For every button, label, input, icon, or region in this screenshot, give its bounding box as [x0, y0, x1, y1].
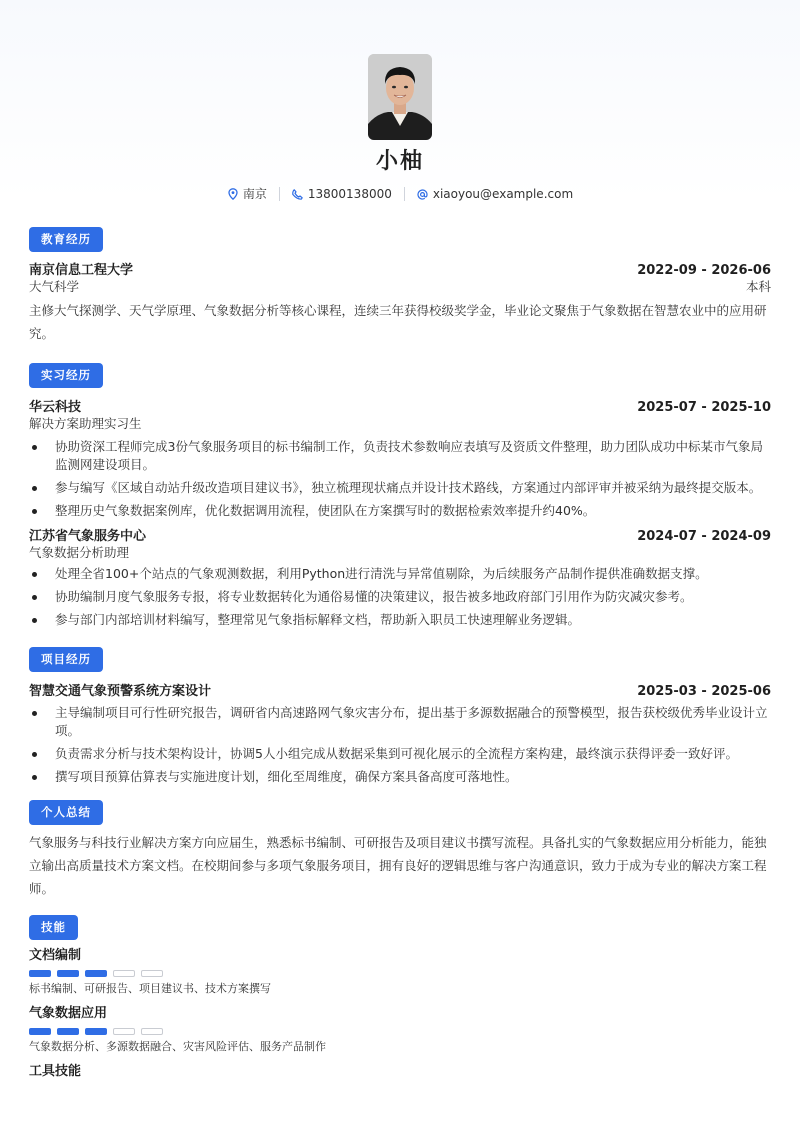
project-item — [29, 683, 771, 786]
skill-segment-filled — [85, 970, 107, 977]
list-item: 撰写项目预算估算表与实施进度计划，细化至周维度，确保方案具备高度可落地性。 — [29, 768, 771, 786]
education-header — [29, 262, 771, 279]
list-item: 协助资深工程师完成3份气象服务项目的标书编制工作，负责技术参数响应表填写及资质文件整理，助力团队成功中标某市气象局监测网建设项目。 — [29, 438, 771, 474]
project-bullets — [29, 704, 771, 786]
skill-segment-filled — [29, 1028, 51, 1035]
skill-name: 文档编制 — [29, 948, 82, 963]
section-title-skills: 技能 — [29, 915, 78, 940]
contact-location — [227, 186, 267, 202]
education-sub — [29, 279, 771, 295]
major: 大气科学 — [29, 279, 80, 294]
avatar-photo — [368, 54, 432, 140]
summary-text: 气象服务与科技行业解决方案方向应届生，熟悉标书编制、可研报告及项目建议书撰写流程。具备扎实的气象数据应用分析能力，能独立输出高质量技术方案文档。在校期间参与多项气象服务项目，拥有良好的逻辑思维与客户沟通意识，致力于成为专业的解决方案工程师。 — [29, 835, 767, 896]
list-item: 负责需求分析与技术架构设计，协调5人小组完成从数据采集到可视化展示的全流程方案构建，最终演示获得评委一致好评。 — [29, 745, 771, 763]
list-item: 整理历史气象数据案例库，优化数据调用流程，使团队在方案撰写时的数据检索效率提升约40%。 — [29, 502, 771, 520]
list-item: 协助编制月度气象服务专报，将专业数据转化为通俗易懂的决策建议，报告被多地政府部门引用作为防灾减灾参考。 — [29, 588, 771, 606]
skill-item — [29, 1005, 771, 1054]
section-title-summary: 个人总结 — [29, 800, 103, 825]
section-title-education: 教育经历 — [29, 227, 103, 252]
contact-email[interactable] — [417, 186, 573, 202]
skill-name: 气象数据应用 — [29, 1006, 108, 1021]
project-section — [29, 647, 771, 786]
resume-header — [29, 0, 771, 202]
company-name: 江苏省气象服务中心 — [29, 529, 147, 544]
skill-segment-filled — [57, 1028, 79, 1035]
education-description: 主修大气探测学、天气学原理、气象数据分析等核心课程，连续三年获得校级奖学金，毕业论文聚焦于气象数据在智慧农业中的应用研究。 — [29, 303, 767, 341]
skill-level-bar — [29, 970, 771, 977]
skill-description: 标书编制、可研报告、项目建议书、技术方案撰写 — [29, 982, 271, 995]
skill-name: 工具技能 — [29, 1064, 82, 1079]
section-title-project: 项目经历 — [29, 647, 103, 672]
phone-icon — [292, 188, 304, 200]
company-name: 华云科技 — [29, 400, 82, 415]
project-name: 智慧交通气象预警系统方案设计 — [29, 684, 212, 699]
skills-section — [29, 915, 771, 1080]
internship-bullets — [29, 565, 771, 629]
contact-info — [227, 186, 573, 202]
map-pin-icon — [227, 188, 239, 200]
internship-period: 2025-07 - 2025-10 — [637, 400, 771, 415]
avatar — [368, 54, 432, 140]
contact-divider — [279, 187, 280, 201]
internship-item — [29, 528, 771, 629]
internship-header — [29, 399, 771, 416]
skill-item — [29, 1063, 771, 1080]
skill-segment-filled — [57, 970, 79, 977]
skill-segment-empty — [141, 970, 163, 977]
list-item: 参与编写《区域自动站升级改造项目建议书》，独立梳理现状痛点并设计技术路线，方案通过内部评审并被采纳为最终提交版本。 — [29, 479, 771, 497]
skill-segment-empty — [141, 1028, 163, 1035]
internship-section — [29, 363, 771, 629]
phone-text: 13800138000 — [307, 187, 392, 201]
skill-segment-empty — [113, 1028, 135, 1035]
education-section — [29, 227, 771, 345]
skill-description: 气象数据分析、多源数据融合、灾害风险评估、服务产品制作 — [29, 1040, 326, 1053]
skill-level-bar — [29, 1028, 771, 1035]
internship-header — [29, 528, 771, 545]
summary-section — [29, 800, 771, 900]
project-period: 2025-03 - 2025-06 — [637, 684, 771, 699]
contact-phone[interactable] — [292, 186, 392, 202]
internship-item — [29, 399, 771, 520]
location-text: 南京 — [242, 187, 267, 201]
section-title-internship: 实习经历 — [29, 363, 103, 388]
school-name: 南京信息工程大学 — [29, 263, 134, 278]
skill-item — [29, 947, 771, 996]
candidate-name: 小柚 — [375, 149, 424, 174]
at-icon — [417, 188, 429, 200]
education-period: 2022-09 - 2026-06 — [637, 263, 771, 278]
internship-bullets — [29, 438, 771, 520]
job-role: 解决方案助理实习生 — [29, 416, 142, 431]
skill-segment-filled — [85, 1028, 107, 1035]
degree: 本科 — [745, 279, 771, 294]
project-header — [29, 683, 771, 700]
job-role: 气象数据分析助理 — [29, 545, 130, 560]
skill-segment-filled — [29, 970, 51, 977]
list-item: 主导编制项目可行性研究报告，调研省内高速路网气象灾害分布，提出基于多源数据融合的预警模型，报告获校级优秀毕业设计立项。 — [29, 704, 771, 740]
internship-period: 2024-07 - 2024-09 — [637, 529, 771, 544]
list-item: 处理全省100+个站点的气象观测数据，利用Python进行清洗与异常值剔除，为后续服务产品制作提供准确数据支撑。 — [29, 565, 771, 583]
email-text: xiaoyou@example.com — [432, 187, 574, 201]
skill-segment-empty — [113, 970, 135, 977]
contact-divider — [404, 187, 405, 201]
list-item: 参与部门内部培训材料编写，整理常见气象指标解释文档，帮助新入职员工快速理解业务逻辑。 — [29, 611, 771, 629]
